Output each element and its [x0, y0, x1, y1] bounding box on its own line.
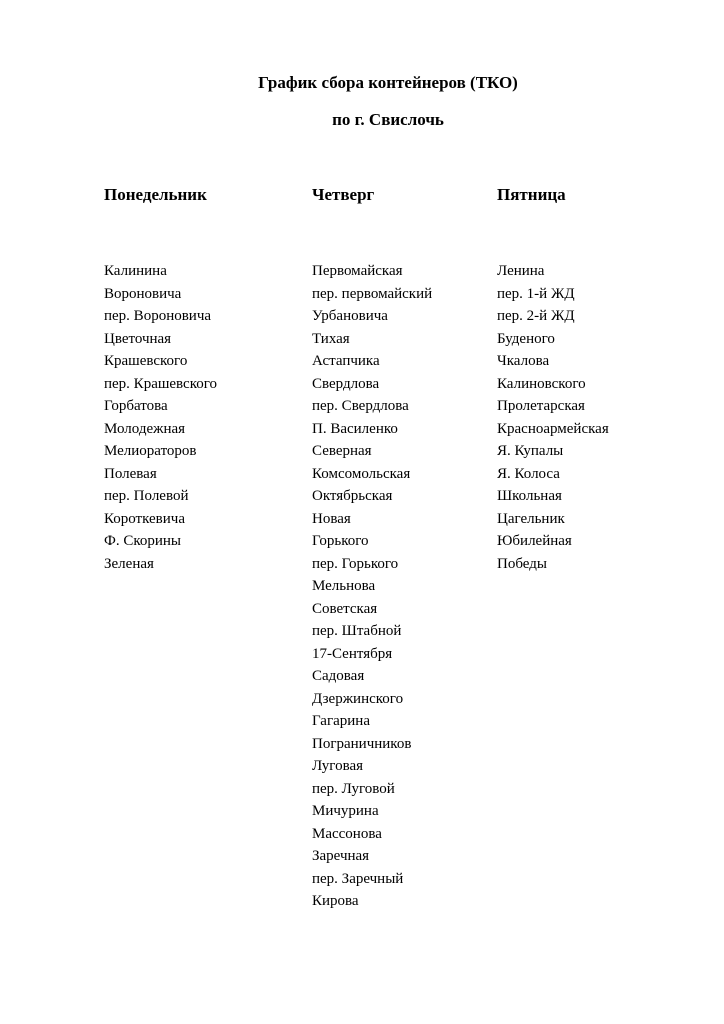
street-item: Мелиораторов [104, 443, 197, 459]
street-item: Комсомольская [312, 465, 411, 482]
column-heading-thursday: Четверг [312, 185, 375, 204]
street-item: Чкалова [497, 353, 550, 369]
street-item: Пролетарская [497, 398, 585, 414]
street-item: Зеленая [104, 555, 154, 572]
street-item: Астапчика [312, 353, 380, 369]
street-item: Полевая [104, 465, 157, 482]
street-item: Школьная [497, 488, 562, 504]
street-item: Красноармейская [497, 420, 609, 437]
street-item: Советская [312, 600, 378, 617]
column-thursday [312, 184, 433, 909]
document-subtitle: по г. Свислочь [332, 110, 444, 129]
street-item: Молодежная [104, 420, 186, 437]
street-item: Тихая [312, 330, 350, 347]
street-item: Садовая [312, 668, 365, 684]
column-heading-friday: Пятница [497, 185, 566, 204]
street-item: Калинина [104, 263, 167, 279]
street-item: пер. Луговой [312, 780, 395, 797]
street-item: Массонова [312, 825, 382, 842]
street-item: пер. Крашевского [104, 375, 218, 392]
street-item: пер. 2-й ЖД [497, 308, 575, 324]
street-item: Я. Купалы [497, 443, 564, 459]
street-item: Калиновского [497, 375, 586, 392]
street-item: Горбатова [104, 398, 168, 414]
column-monday [104, 184, 218, 572]
street-item: пер. 1-й ЖД [497, 285, 575, 302]
column-friday [497, 184, 609, 572]
street-item: пер. Свердлова [312, 398, 409, 414]
street-item: Ленина [497, 263, 545, 279]
street-item: пер. Заречный [312, 870, 404, 887]
street-list-monday [104, 260, 304, 575]
street-item: Вороновича [104, 285, 182, 302]
street-item: Юбилейная [497, 533, 572, 549]
street-item: пер. Полевой [104, 488, 189, 504]
street-item: Дзержинского [312, 690, 404, 707]
street-item: Октябрьская [312, 488, 393, 504]
street-item: пер. Горького [312, 555, 399, 572]
street-item: Первомайская [312, 263, 403, 279]
street-item: пер. Штабной [312, 623, 402, 639]
street-item: Мичурина [312, 803, 379, 819]
street-list-friday [497, 260, 697, 575]
street-item: пер. Вороновича [104, 308, 212, 324]
street-item: Победы [497, 555, 547, 572]
document-title: График сбора контейнеров (ТКО) [258, 73, 518, 92]
street-item: пер. первомайский [312, 285, 433, 302]
street-item: Луговая [312, 758, 364, 774]
street-item: Буденого [497, 330, 555, 347]
street-item: П. Василенко [312, 420, 398, 437]
street-item: Цагельник [497, 510, 565, 527]
street-item: Крашевского [104, 353, 188, 369]
street-item: Цветочная [104, 330, 172, 347]
street-item: Северная [312, 443, 372, 459]
street-item: Заречная [312, 848, 370, 864]
street-item: Мельнова [312, 578, 376, 594]
street-list-thursday [312, 260, 512, 913]
street-item: Свердлова [312, 375, 380, 392]
column-heading-monday: Понедельник [104, 185, 207, 204]
street-item: 17-Сентября [312, 645, 393, 662]
street-item: Кирова [312, 893, 359, 909]
street-item: Гагарина [312, 713, 370, 729]
street-item: Я. Колоса [497, 465, 560, 482]
street-item: Горького [312, 533, 369, 549]
street-item: Пограничников [312, 735, 412, 752]
street-item: Урбановича [312, 308, 388, 324]
street-item: Новая [312, 510, 351, 527]
street-item: Короткевича [104, 510, 185, 527]
street-item: Ф. Скорины [104, 533, 182, 549]
